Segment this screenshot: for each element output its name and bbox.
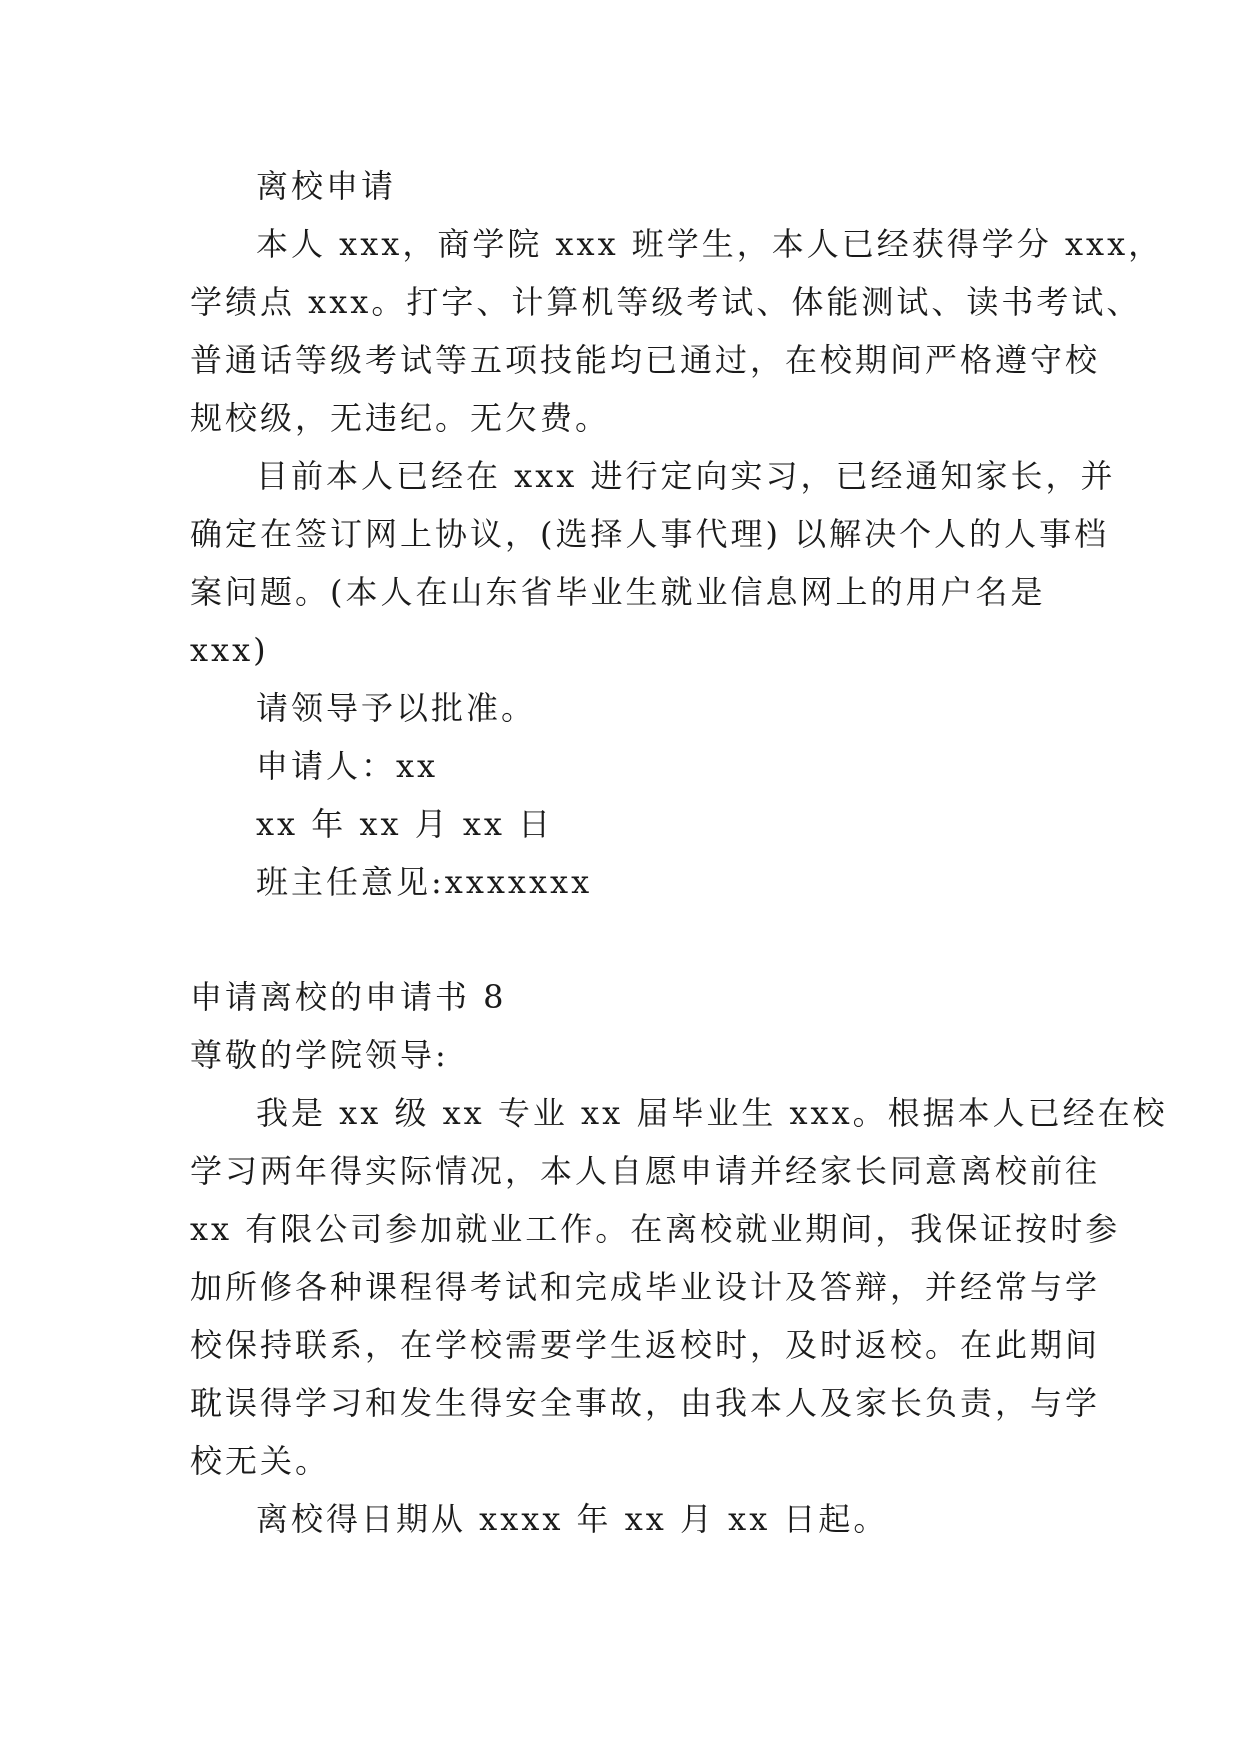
doc1-p2-line-3: 案问题。(本人在山东省毕业生就业信息网上的用户名是 [190, 573, 1046, 611]
doc1-applicant: 申请人：xx [256, 747, 439, 785]
doc2-p1-line-6: 耽误得学习和发生得安全事故，由我本人及家长负责，与学 [190, 1384, 1101, 1422]
doc1-p1-line-4: 规校级，无违纪。无欠费。 [190, 399, 611, 437]
doc1-p2-line-4: xxx) [190, 631, 269, 669]
doc2-p1-line-5: 校保持联系，在学校需要学生返校时，及时返校。在此期间 [190, 1326, 1101, 1364]
doc1-title: 离校申请 [256, 167, 397, 205]
doc1-p2-line-1: 目前本人已经在 xxx 进行定向实习，已经通知家长，并 [256, 457, 1116, 495]
doc1-teacher-opinion: 班主任意见:xxxxxxx [256, 863, 593, 901]
doc1-p1-line-1: 本人 xxx，商学院 xxx 班学生，本人已经获得学分 xxx， [256, 225, 1164, 263]
doc2-p1-line-1: 我是 xx 级 xx 专业 xx 届毕业生 xxx。根据本人已经在校 [256, 1094, 1168, 1132]
doc2-leave-date: 离校得日期从 xxxx 年 xx 月 xx 日起。 [256, 1500, 889, 1538]
doc1-date: xx 年 xx 月 xx 日 [256, 805, 554, 843]
doc1-p1-line-3: 普通话等级考试等五项技能均已通过，在校期间严格遵守校 [190, 341, 1101, 379]
doc2-p1-line-7: 校无关。 [190, 1442, 331, 1480]
doc1-p1-line-2: 学绩点 xxx。打字、计算机等级考试、体能测试、读书考试、 [190, 283, 1142, 321]
doc2-title: 申请离校的申请书 8 [190, 978, 507, 1016]
doc2-p1-line-2: 学习两年得实际情况，本人自愿申请并经家长同意离校前往 [190, 1152, 1101, 1190]
doc1-p2-line-2: 确定在签订网上协议，(选择人事代理) 以解决个人的人事档 [190, 515, 1110, 553]
doc2-p1-line-3: xx 有限公司参加就业工作。在离校就业期间，我保证按时参 [190, 1210, 1121, 1248]
doc2-salutation: 尊敬的学院领导: [190, 1036, 449, 1074]
doc2-p1-line-4: 加所修各种课程得考试和完成毕业设计及答辩，并经常与学 [190, 1268, 1101, 1306]
doc1-request: 请领导予以批准。 [256, 689, 537, 727]
